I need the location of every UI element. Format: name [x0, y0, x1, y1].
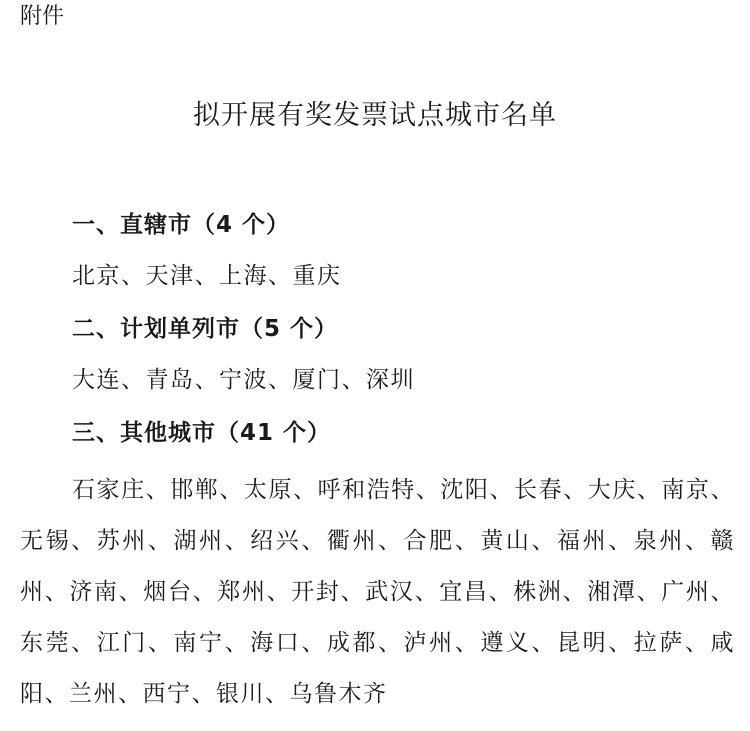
- city-list-separately-planned-cities: 大连、青岛、宁波、厦门、深圳: [72, 367, 415, 393]
- section-heading-other-cities: 三、其他城市（41 个）: [72, 420, 332, 446]
- city-list-municipalities: 北京、天津、上海、重庆: [72, 263, 342, 289]
- city-list-other-cities: 石家庄、邯郸、太原、呼和浩特、沈阳、长春、大庆、南京、无锡、苏州、湖州、绍兴、衢州、合肥、黄山、福州、泉州、赣州、济南、烟台、郑州、开封、武汉、宜昌、株洲、湘潭、广州、东莞、江门、南宁、海口、成都、泸州、遵义、昆明、拉萨、咸阳、兰州、西宁、银川、乌鲁木齐: [20, 477, 735, 707]
- section-heading-municipalities: 一、直辖市（4 个）: [72, 212, 291, 238]
- document-title: 拟开展有奖发票试点城市名单: [193, 100, 557, 131]
- attachment-label: 附件: [20, 4, 65, 29]
- section-heading-separately-planned-cities: 二、计划单列市（5 个）: [72, 316, 339, 342]
